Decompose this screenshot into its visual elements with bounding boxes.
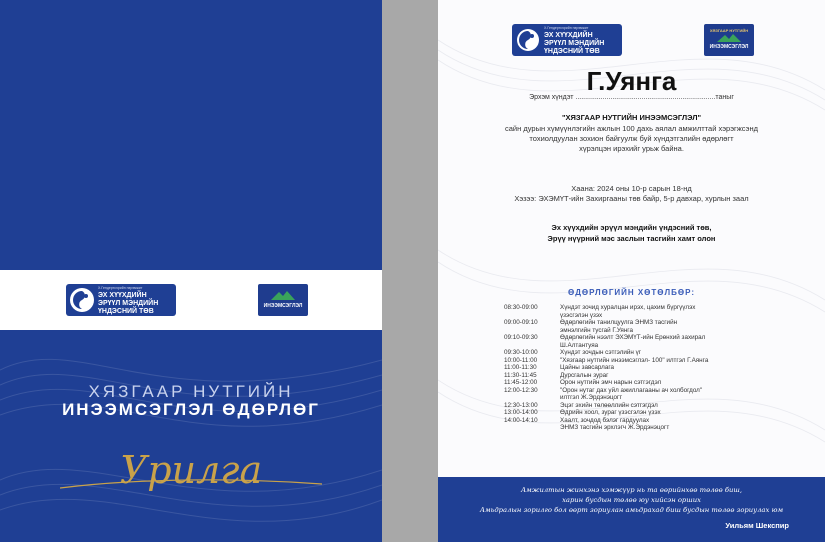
schedule-row xyxy=(504,417,804,425)
schedule-time: 11:00-11:30 xyxy=(504,364,537,371)
schedule-item: Өдөрлөгийн танилцуулга ЭНМЗ тасгийн xyxy=(560,319,678,326)
org-logo: Х.Гендертсэрийн нэрэмжит ЭХ ХҮҮХДИЙН ЭРҮҮЛ МЭНДИЙН ҮНДЭСНИЙ ТӨВ xyxy=(512,24,622,56)
schedule-item: ЭНМЗ тасгийн эрхлэгч Ж.Эрдэнэцогт xyxy=(560,424,670,431)
schedule-item: илтгэл Ж.Эрдэнэцогт xyxy=(560,394,623,401)
mother-child-icon xyxy=(70,288,94,312)
schedule-time xyxy=(504,394,560,402)
schedule-row xyxy=(504,409,804,417)
mountain-smile-icon xyxy=(271,290,295,300)
schedule-row xyxy=(504,379,804,387)
schedule-time: 09:30-10:00 xyxy=(504,349,538,356)
program-schedule xyxy=(504,304,804,432)
schedule-item: эмнэлгийн тусгай Г.Уянга xyxy=(560,326,633,334)
mountain-smile-icon xyxy=(717,34,741,42)
org-logo: Х.Гендертсэрийн нэрэмжит ЭХ ХҮҮХДИЙН ЭРҮҮЛ МЭНДИЙН ҮНДЭСНИЙ ТӨВ xyxy=(66,284,176,316)
quote-text: Амжилтын жинхэнэ хэмжүүр нь та өөрийнхөө төлөө биш, харин бусдын төлөө юу хийсэн орших Амьдралын зорилго бол өөрт зориулан амьдрахад биш бусдын төлөө зориулах юм xyxy=(479,486,784,514)
schedule-row xyxy=(504,402,804,410)
event-location: Хаана: 2024 оны 10-р сарын 18-нд Хэзээ: ЭХЭМҮТ-ийн Захиргааны төв байр, 5-р давхар, хурлын заал xyxy=(514,184,749,203)
schedule-time: 10:00-11:00 xyxy=(504,356,538,364)
invitation-script: Урилга xyxy=(119,448,263,492)
page-gutter xyxy=(382,0,438,542)
schedule-item: Хүндэт зочдын сэтгэлийн үг xyxy=(560,349,642,356)
salutation: Эрхэм хүндэт ........................................................................таныг xyxy=(529,94,734,101)
schedule-row xyxy=(504,342,804,350)
schedule-time: 12:30-13:00 xyxy=(504,401,538,409)
schedule-row xyxy=(504,424,804,432)
guest-name: Г.Уянга xyxy=(586,66,677,96)
schedule-item: "Орон нутаг дах уйл ажиллагааны ач холбогдол" xyxy=(560,386,703,394)
invitation-cover xyxy=(0,0,382,542)
schedule-row xyxy=(504,387,804,395)
mother-child-icon xyxy=(516,28,540,52)
schedule-time xyxy=(504,327,560,335)
schedule-time: 14:00-14:10 xyxy=(504,416,538,424)
quote-footer xyxy=(438,477,825,542)
schedule-row xyxy=(504,334,804,342)
quote-author: Уильям Шекспир xyxy=(725,521,789,530)
invitation-body: сайн дурын хүмүүнлэгийн ажлын 100 дахь аялал амжилттай хэрэгжсэнд тохиолдуулан зохион байгуулж буй хүндэтгэлийн өдөрлөгт хүрэлцэн ирэхийг урьж байна. xyxy=(505,124,758,153)
schedule-item: Цайны завсарлага xyxy=(560,364,615,371)
schedule-item: Ш.Алтантуяа xyxy=(560,341,599,349)
schedule-row xyxy=(504,319,804,327)
schedule-time xyxy=(504,342,560,350)
schedule-time xyxy=(504,312,560,320)
cover-logo-band xyxy=(0,270,382,330)
schedule-row xyxy=(504,312,804,320)
schedule-time: 08:30-09:00 xyxy=(504,304,538,311)
schedule-row xyxy=(504,372,804,380)
schedule-item: Өдөрлөгийн нээлт ЭХЭМҮТ-ийн Ерөнхий захирал xyxy=(560,334,706,341)
schedule-time: 13:00-14:00 xyxy=(504,409,538,416)
schedule-time: 09:10-09:30 xyxy=(504,334,538,341)
schedule-row xyxy=(504,364,804,372)
schedule-row xyxy=(504,327,804,335)
cover-title-line2: ИНЭЭМСЭГЛЭЛ ӨДӨРЛӨГ xyxy=(62,400,320,419)
cover-title-line1: ХЯЗГААР НУТГИЙН xyxy=(88,382,294,401)
schedule-time: 09:00-09:10 xyxy=(504,319,538,326)
schedule-item: Эцэг эхийн төлөөллийн сэтгэгдэл xyxy=(560,401,658,409)
schedule-item: Дурсгалын зураг xyxy=(560,371,609,379)
schedule-time xyxy=(504,424,560,432)
event-title: "ХЯЗГААР НУТГИЙН ИНЭЭМСЭГЛЭЛ" xyxy=(561,113,702,122)
schedule-row xyxy=(504,357,804,365)
schedule-row xyxy=(504,304,804,312)
schedule-row xyxy=(504,349,804,357)
schedule-row xyxy=(504,394,804,402)
schedule-item: үзэсгэлэн үзэх xyxy=(560,311,603,319)
schedule-item: Хаалт, зочдод бэлэг гардуулах xyxy=(560,416,650,424)
schedule-item: "Хязгаар нутгийн инээмсэглэл- 100" илтгэл Г.Аянга xyxy=(560,356,709,364)
invitation-page xyxy=(438,0,825,542)
program-title: ӨДӨРЛӨГИЙН ХӨТӨЛБӨР: xyxy=(568,288,695,297)
host-signature: Эх хүүхдийн эрүүл мэндийн үндэсний төв, Эрүү нүүрний мэс заслын тасгийн хамт олон xyxy=(547,223,716,243)
decorative-waves xyxy=(0,330,382,542)
partner-logo: ИНЭЭМСЭГЛЭЛ xyxy=(258,284,308,316)
partner-logo: ХЯЗГААР НУТГИЙН ИНЭЭМСЭГЛЭЛ xyxy=(704,24,754,56)
schedule-time: 11:45-12:00 xyxy=(504,379,538,386)
schedule-item: Хүндэт зочид хуралцан ирэх, цахим бүргүүлэх xyxy=(560,304,696,311)
schedule-time: 11:30-11:45 xyxy=(504,371,537,379)
schedule-item: Өдрийн хоол, зураг үзэсгэлэн үзэх xyxy=(560,409,661,416)
schedule-item: Орон нутгийн эмч нарын сэтгэгдэл xyxy=(560,379,662,386)
schedule-time: 12:00-12:30 xyxy=(504,386,538,394)
